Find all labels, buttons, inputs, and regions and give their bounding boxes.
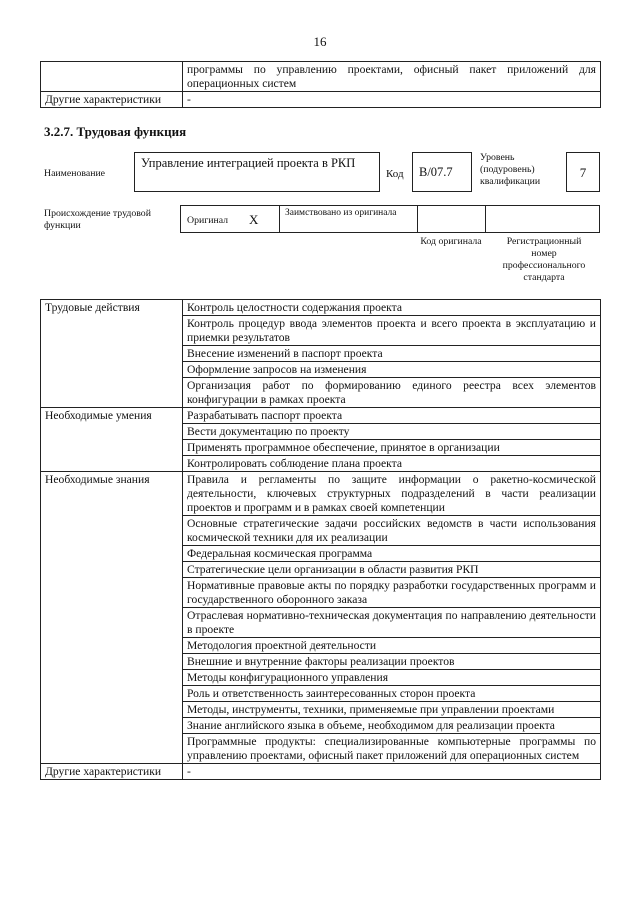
table-cell: Вести документацию по проекту [183,424,601,440]
table-cell: Разрабатывать паспорт проекта [183,408,601,424]
page-number: 16 [313,34,327,49]
reg-number-caption: Регистрационный номер профессионального стандарта [502,236,586,283]
table-cell: программы по управлению проектами, офисный пакет приложений для операционных систем [183,62,601,92]
table-cell: Роль и ответственность заинтересованных сторон проекта [183,686,601,702]
table-cell: Основные стратегические задачи российских ведомств в части использования космической техники для их реализации [183,516,601,546]
name-label: Наименование [44,168,106,179]
table-cell: Стратегические цели организации в области развития РКП [183,562,601,578]
table-cell: Организация работ по формированию единого реестра всех элементов конфигурации в рамках проекта [183,378,601,408]
row-label: Другие характеристики [41,764,183,780]
section-heading: 3.2.7. Трудовая функция [44,124,187,139]
function-name: Управление интеграцией проекта в РКП [141,156,356,170]
table-row [41,62,601,92]
table-cell: Правила и регламенты по защите информации о ракетно-космической деятельности, ключевых структурных подразделений в части реализации проектов и программ и в рамках своей компетенции [183,472,601,516]
table-row [41,92,601,108]
row-label: Трудовые действия [41,300,183,408]
table-cell: Отраслевая нормативно-техническая документация по направлению деятельности в проекте [183,608,601,638]
table-cell: Нормативные правовые акты по порядку разработки государственных программ и государственного оборонного заказа [183,578,601,608]
code-label: Код [386,168,404,180]
level-value: 7 [579,165,587,180]
table-cell: Контроль процедур ввода элементов проекта и всего проекта в эксплуатацию и приемки результатов [183,316,601,346]
level-box [566,152,600,192]
table-cell: Контроль целостности содержания проекта [183,300,601,316]
level-label: Уровень (подуровень) квалификации [480,152,541,187]
divider [279,206,280,232]
borrowed-label: Заимствовано из оригинала [285,208,397,218]
table-cell: Применять программное обеспечение, принятое в организации [183,440,601,456]
origin-label: Происхождение трудовой функции [44,208,151,231]
table-cell: Внешние и внутренние факторы реализации проектов [183,654,601,670]
function-name-box [134,152,380,192]
original-label: Оригинал [187,215,229,226]
table-row [41,764,601,780]
table-cell: Методы конфигурационного управления [183,670,601,686]
original-mark: X [249,212,259,227]
table-cell: - [183,92,601,108]
table-cell: Оформление запросов на изменения [183,362,601,378]
table-cell: Федеральная космическая программа [183,546,601,562]
origin-box [180,205,600,233]
table-cell: Внесение изменений в паспорт проекта [183,346,601,362]
divider [485,206,486,232]
table-row [41,472,601,516]
table-row [41,300,601,316]
code-value: B/07.7 [419,165,453,179]
table-cell: Методология проектной деятельности [183,638,601,654]
code-box [412,152,472,192]
table-cell: Знание английского языка в объеме, необходимом для реализации проекта [183,718,601,734]
row-label: Необходимые умения [41,408,183,472]
code-original-caption: Код оригинала [420,236,482,247]
function-table [40,299,601,780]
continuation-table [40,61,601,108]
divider [417,206,418,232]
table-cell: Контролировать соблюдение плана проекта [183,456,601,472]
table-cell: Программные продукты: специализированные компьютерные программы по управлению проектами, офисный пакет приложений для операционных систем [183,734,601,764]
table-row [41,408,601,424]
row-label: Необходимые знания [41,472,183,764]
table-cell: - [183,764,601,780]
table-cell: Методы, инструменты, техники, применяемые при управлении проектами [183,702,601,718]
row-label: Другие характеристики [41,92,183,108]
